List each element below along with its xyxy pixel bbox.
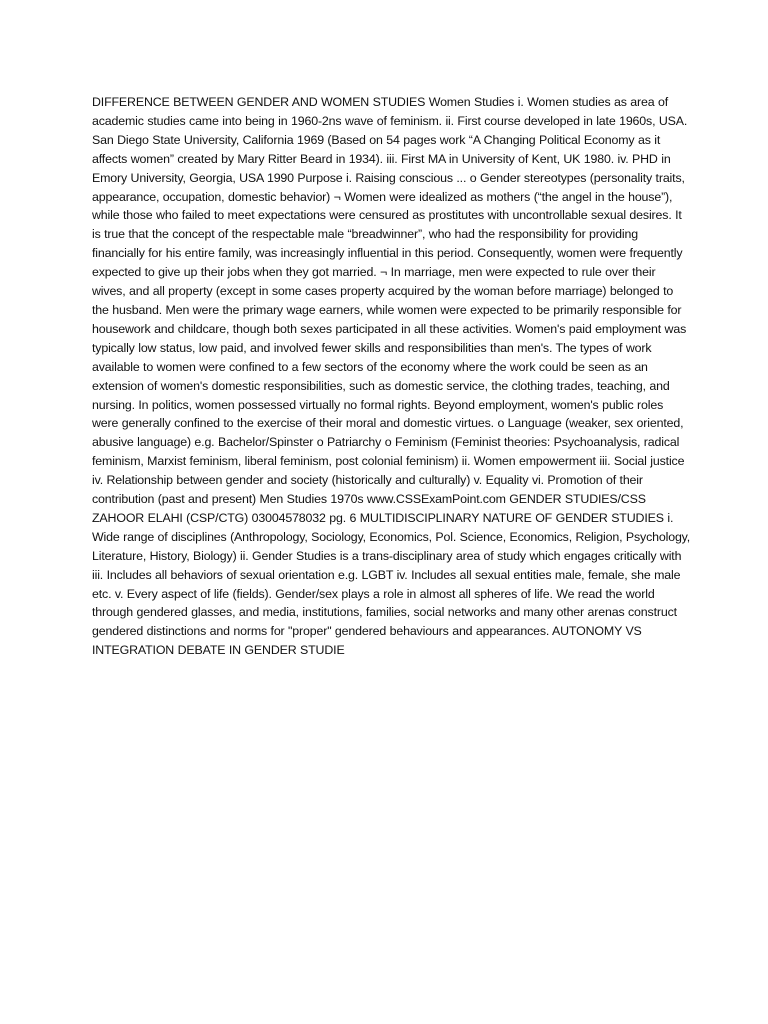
- document-body-text: DIFFERENCE BETWEEN GENDER AND WOMEN STUDIES Women Studies i. Women studies as area of academic studies came into being in 1960-2ns wave of feminism. ii. First course developed in late 1960s, USA. San Diego State University, California 1969 (Based on 54 pages work “A Changing Political Economy as it affects women” created by Mary Ritter Beard in 1934). iii. First MA in University of Kent, UK 1980. iv. PHD in Emory University, Georgia, USA 1990 Purpose i. Raising conscious ... o Gender stereotypes (personality traits, appearance, occupation, domestic behavior) ¬ Women were idealized as mothers (“the angel in the house”), while those who failed to meet expectations were censured as prostitutes with uncontrollable sexual desires. It is true that the concept of the respectable male “breadwinner”, who had the responsibility for providing financially for his entire family, was increasingly influential in this period. Consequently, women were frequently expected to give up their jobs when they got married. ¬ In marriage, men were expected to rule over their wives, and all property (except in some cases property acquired by the woman before marriage) belonged to the husband. Men were the primary wage earners, while women were expected to be primarily responsible for housework and childcare, though both sexes participated in all these activities. Women's paid employment was typically low status, low paid, and involved fewer skills and responsibilities than men's. The types of work available to women were confined to a few sectors of the economy where the work could be seen as an extension of women's domestic responsibilities, such as domestic service, the clothing trades, teaching, and nursing. In politics, women possessed virtually no formal rights. Beyond employment, women's public roles were generally confined to the exercise of their moral and domestic virtues. o Language (weaker, sex oriented, abusive language) e.g. Bachelor/Spinster o Patriarchy o Feminism (Feminist theories: Psychoanalysis, radical feminism, Marxist feminism, liberal feminism, post colonial feminism) ii. Women empowerment iii. Social justice iv. Relationship between gender and society (historically and culturally) v. Equality vi. Promotion of their contribution (past and present) Men Studies 1970s www.CSSExamPoint.com GENDER STUDIES/CSS ZAHOOR ELAHI (CSP/CTG) 03004578032 pg. 6 MULTIDISCIPLINARY NATURE OF GENDER STUDIES i. Wide range of disciplines (Anthropology, Sociology, Economics, Pol. Science, Economics, Religion, Psychology, Literature, History, Biology) ii. Gender Studies is a trans-disciplinary area of study which engages critically with iii. Includes all behaviors of sexual orientation e.g. LGBT iv. Includes all sexual entities male, female, she male etc. v. Every aspect of life (fields). Gender/sex plays a role in almost all spheres of life. We read the world through gendered glasses, and media, institutions, families, social networks and many other arenas construct gendered distinctions and norms for "proper" gendered behaviours and appearances. AUTONOMY VS INTEGRATION DEBATE IN GENDER STUDIE: [92, 95, 691, 658]
